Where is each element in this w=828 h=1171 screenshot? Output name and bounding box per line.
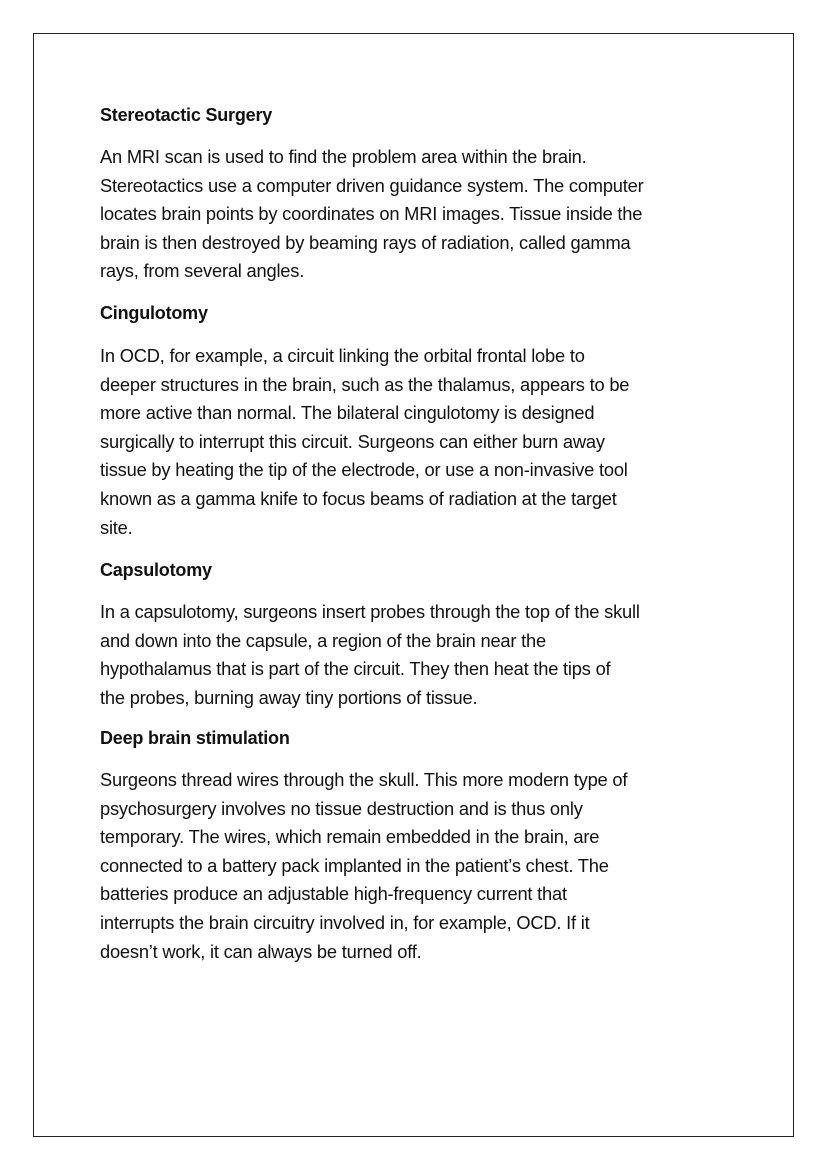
text-line: In OCD, for example, a circuit linking the orbital frontal lobe to — [100, 345, 585, 366]
paragraph-deep-brain-stimulation — [100, 766, 627, 966]
text-line: and down into the capsule, a region of the brain near the — [100, 629, 546, 651]
text-line: interrupts the brain circuitry involved in, for example, OCD. If it — [100, 911, 590, 933]
heading-stereotactic-surgery: Stereotactic Surgery — [100, 105, 273, 125]
text-line: site. — [100, 516, 133, 538]
heading-capsulotomy: Capsulotomy — [100, 560, 212, 580]
text-line: rays, from several angles. — [100, 260, 305, 282]
text-line: temporary. The wires, which remain embedded in the brain, are — [100, 826, 600, 848]
text-line: more active than normal. The bilateral cingulotomy is designed — [100, 402, 595, 424]
text-line: An MRI scan is used to find the problem area within the brain. — [100, 146, 587, 167]
text-line: Surgeons thread wires through the skull. This more modern type of — [100, 769, 628, 790]
text-line: known as a gamma knife to focus beams of radiation at the target — [100, 487, 617, 509]
heading-deep-brain-stimulation: Deep brain stimulation — [100, 728, 290, 748]
text-line: doesn’t work, it can always be turned off. — [100, 940, 422, 962]
text-line: psychosurgery involves no tissue destruction and is thus only — [100, 797, 583, 819]
text-line: tissue by heating the tip of the electrode, or use a non-invasive tool — [100, 459, 628, 481]
text-line: connected to a battery pack implanted in the patient’s chest. The — [100, 854, 609, 876]
text-line: the probes, burning away tiny portions of tissue. — [100, 686, 478, 708]
heading-cingulotomy: Cingulotomy — [100, 303, 208, 323]
text-line: brain is then destroyed by beaming rays of radiation, called gamma — [100, 231, 631, 253]
text-line: surgically to interrupt this circuit. Surgeons can either burn away — [100, 430, 605, 452]
paragraph-stereotactic-surgery — [100, 143, 644, 286]
text-line: In a capsulotomy, surgeons insert probes through the top of the skull — [100, 601, 640, 622]
text-line: hypothalamus that is part of the circuit. They then heat the tips of — [100, 658, 611, 680]
paragraph-cingulotomy — [100, 342, 629, 542]
text-line: batteries produce an adjustable high-frequency current that — [100, 883, 567, 905]
paragraph-capsulotomy — [100, 598, 640, 712]
text-line: deeper structures in the brain, such as the thalamus, appears to be — [100, 373, 630, 395]
text-line: locates brain points by coordinates on MRI images. Tissue inside the — [100, 203, 643, 225]
text-line: Stereotactics use a computer driven guidance system. The computer — [100, 174, 644, 196]
